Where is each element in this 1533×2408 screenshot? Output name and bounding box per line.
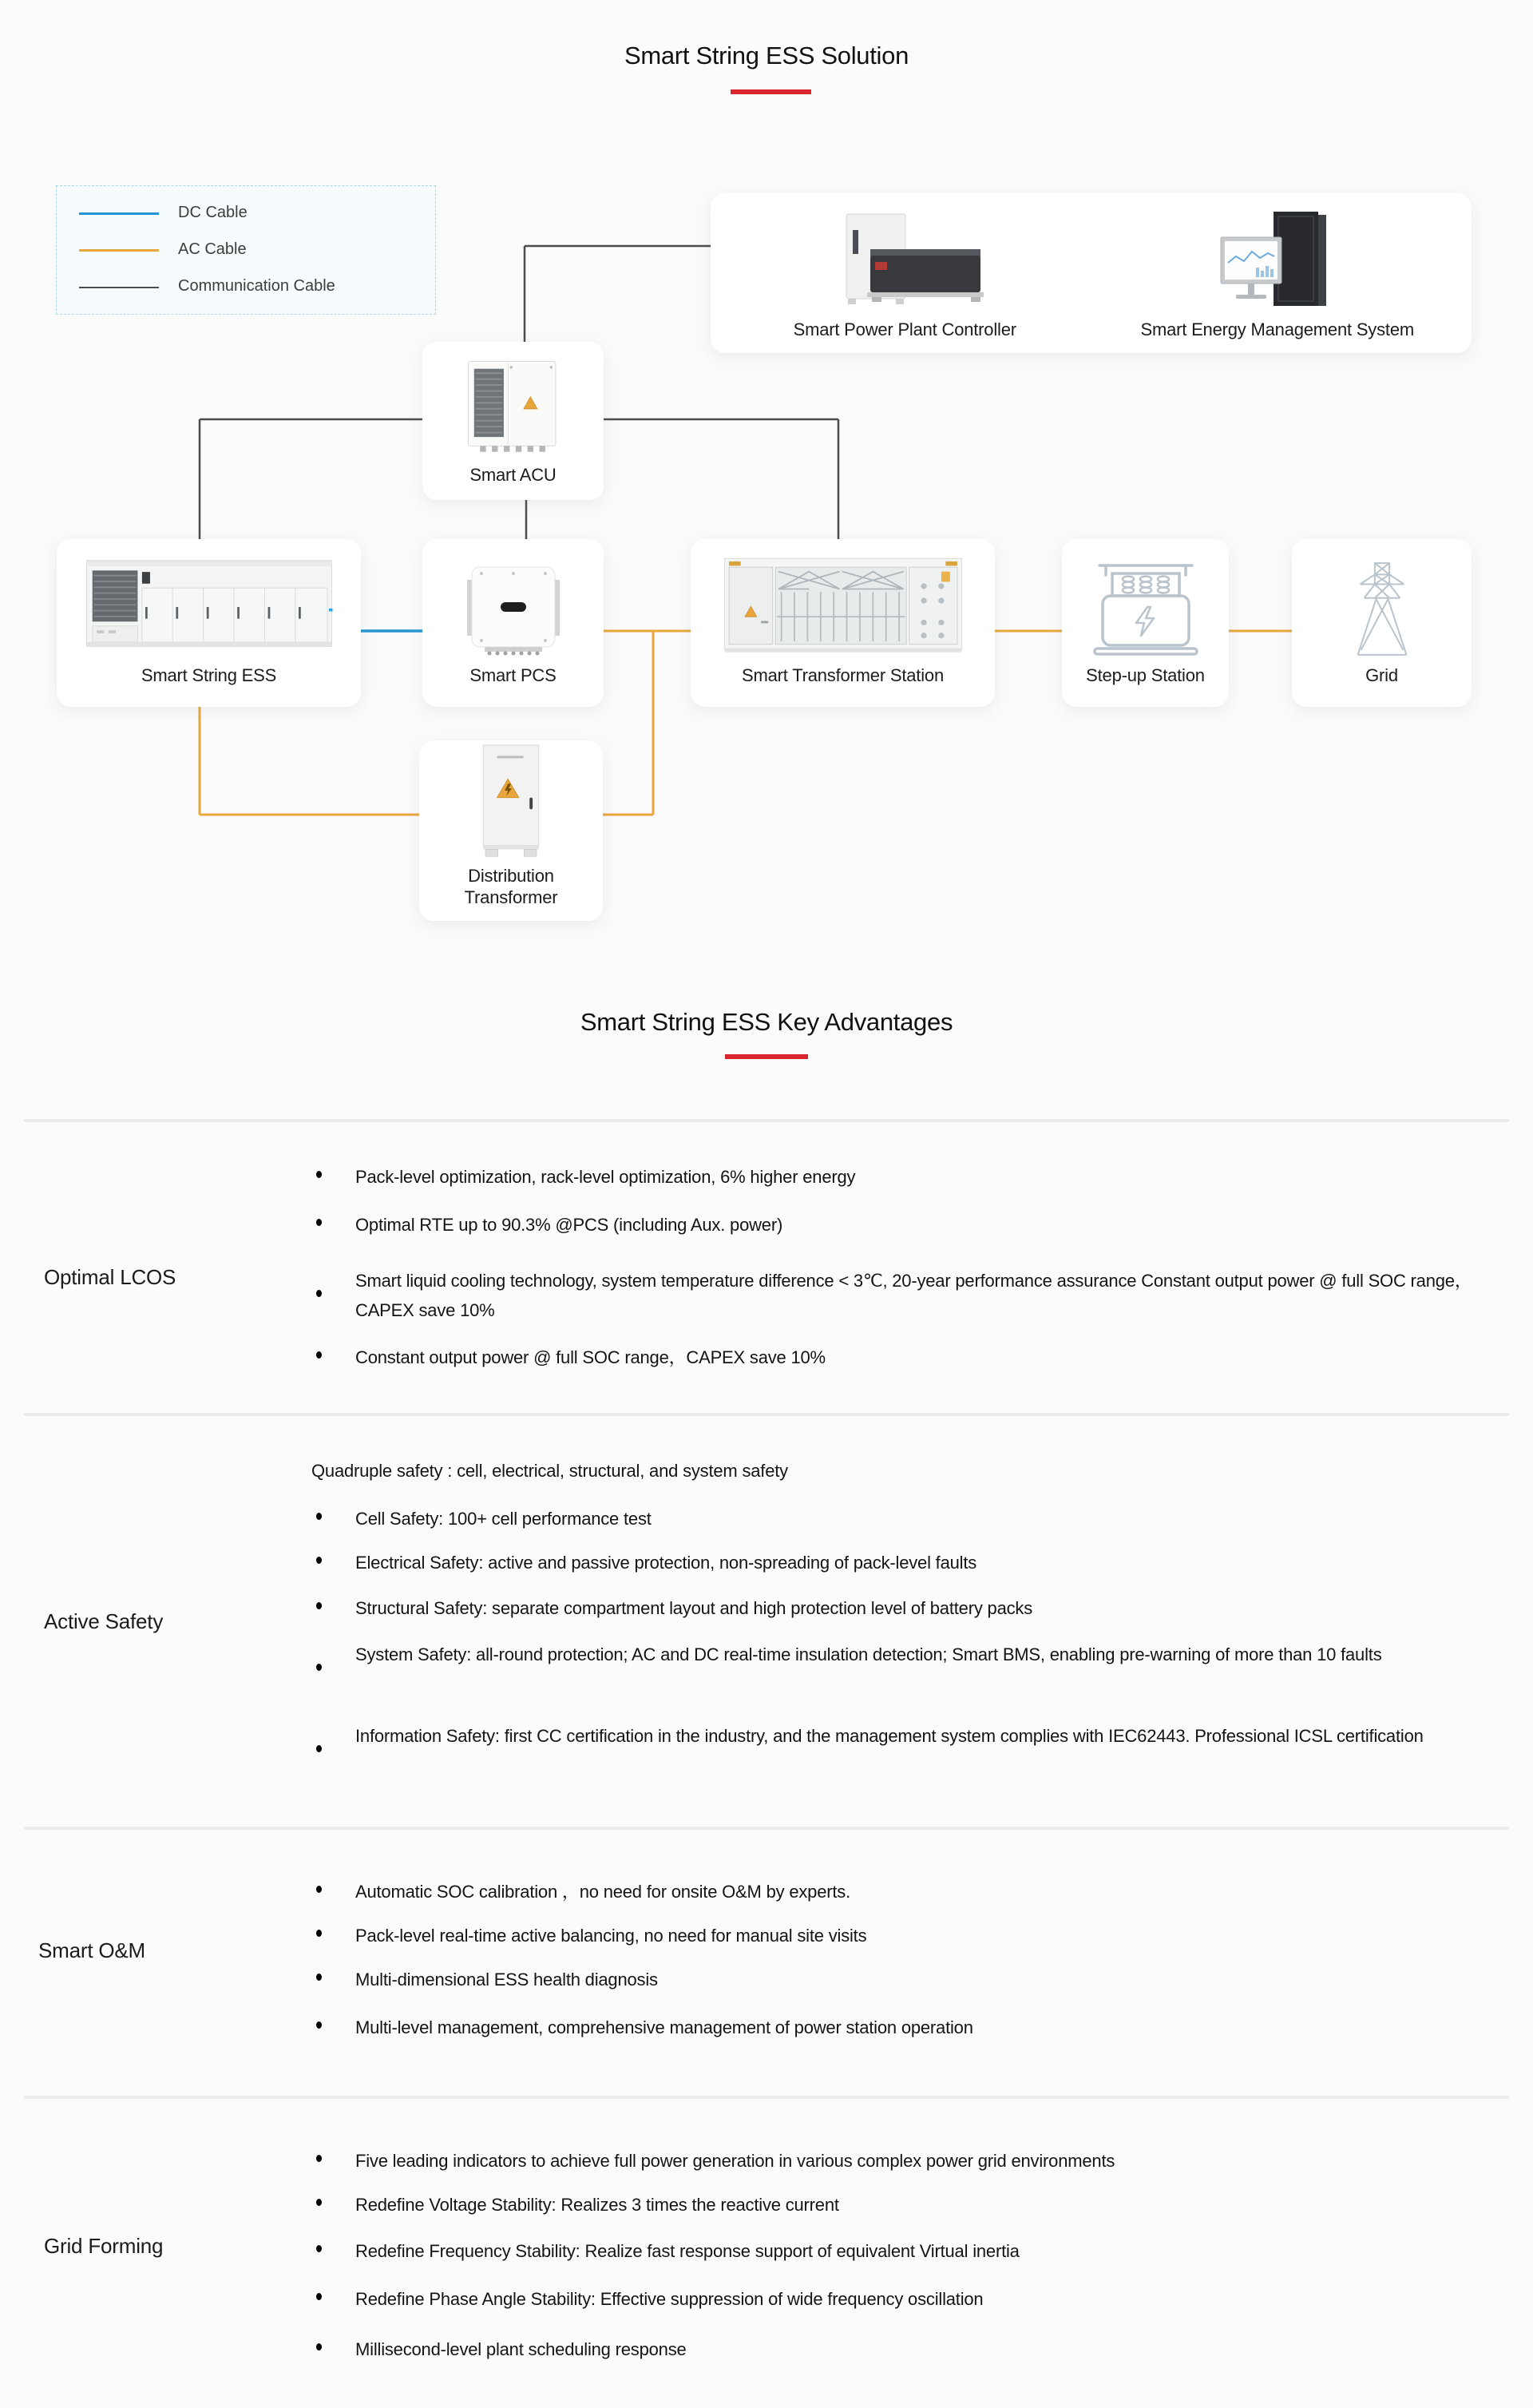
bullet-dot	[316, 2155, 322, 2162]
connection-lines	[0, 0, 1533, 998]
pcs-label: Smart PCS	[469, 665, 557, 685]
step-up-station-icon	[1090, 559, 1202, 660]
bullet-dot	[316, 2021, 322, 2029]
distribution-transformer-card	[419, 740, 603, 921]
section-label-active-safety: Active Safety	[44, 1609, 164, 1633]
bullet-dot	[316, 1557, 322, 1564]
ess-label: Smart String ESS	[141, 665, 277, 685]
bullet-dot	[316, 1513, 322, 1520]
smart-energy-management-system-icon	[1210, 210, 1345, 312]
section-label-optimal-lcos: Optimal LCOS	[44, 1265, 176, 1289]
bullet-dot	[316, 1219, 322, 1226]
grid-card	[1292, 539, 1472, 707]
bullet-dot	[316, 1974, 322, 1981]
smart-power-plant-controller-icon	[821, 212, 988, 312]
section-divider	[24, 1827, 1509, 1830]
bullet-item: Automatic SOC calibration ，no need for onsite O&M by experts.	[315, 1877, 1501, 1906]
smart-transformer-station-icon	[711, 553, 975, 658]
bullet-dot	[316, 1745, 322, 1752]
bullet-dot	[316, 2199, 322, 2206]
advantages-title-underline	[725, 1054, 808, 1059]
legend-label-dc: DC Cable	[178, 204, 248, 221]
bullet-item: Redefine Frequency Stability: Realize fast response support of equivalent Virtual inertia	[315, 2236, 1501, 2266]
bullet-item: Multi-level management, comprehensive management of power station operation	[315, 2013, 1501, 2042]
smart-pcs-device-icon	[465, 564, 561, 658]
advantages-title: Smart String ESS Key Advantages	[580, 1008, 953, 1036]
grid-label: Grid	[1365, 665, 1398, 685]
smart-pcs-card	[422, 539, 604, 707]
section-label-grid-forming: Grid Forming	[44, 2234, 164, 2258]
section-divider	[24, 1413, 1509, 1416]
bullet-item: Electrical Safety: active and passive protection, non-spreading of pack-level faults	[315, 1548, 1501, 1577]
bullet-dot	[316, 1602, 322, 1609]
smart-string-ess-container-icon	[73, 556, 345, 658]
bullet-dot	[316, 2293, 322, 2300]
sems-label: Smart Energy Management System	[1140, 319, 1414, 339]
bullet-item: Optimal RTE up to 90.3% @PCS (including Aux. power)	[315, 1210, 1501, 1240]
stepup-label: Step-up Station	[1086, 665, 1205, 685]
bullet-item: Smart liquid cooling technology, system temperature difference < 3℃, 20-year performance assurance Constant output power @ full SOC range，CAPEX save 10%	[315, 1266, 1501, 1325]
bullet-item: Millisecond-level plant scheduling response	[315, 2335, 1501, 2364]
bullet-item: Multi-dimensional ESS health diagnosis	[315, 1965, 1501, 1994]
grid-tower-icon	[1349, 559, 1415, 660]
bullet-item: Redefine Phase Angle Stability: Effective suppression of wide frequency oscillation	[315, 2284, 1501, 2314]
sppc-figure	[719, 193, 1091, 353]
bullet-dot	[316, 1886, 322, 1893]
section-divider	[24, 2096, 1509, 2099]
step-up-station-card	[1062, 539, 1229, 707]
bullet-dot	[316, 1351, 322, 1359]
bullet-dot	[316, 1171, 322, 1178]
bullet-item: Pack-level optimization, rack-level optimization, 6% higher energy	[315, 1162, 1501, 1192]
bullet-item: Information Safety: first CC certification in the industry, and the management system complies with IEC62443. Professional ICSL certification	[315, 1721, 1501, 1751]
page-title: Smart String ESS Solution	[624, 42, 909, 69]
controller-ems-card	[711, 193, 1472, 353]
section-intro: Quadruple safety : cell, electrical, structural, and system safety	[311, 1461, 788, 1481]
legend-label-ac: AC Cable	[178, 240, 247, 258]
bullet-item: System Safety: all-round protection; AC and DC real-time insulation detection; Smart BMS, enabling pre-warning of more than 10 faults	[315, 1640, 1501, 1669]
sppc-label: Smart Power Plant Controller	[793, 319, 1016, 339]
acu-label: Smart ACU	[469, 465, 557, 485]
smart-acu-device-icon	[461, 355, 565, 459]
bullet-item: Constant output power @ full SOC range，CAPEX save 10%	[315, 1343, 1501, 1372]
smart-string-ess-card	[57, 539, 361, 707]
smart-acu-card	[422, 342, 604, 500]
distribution-transformer-icon	[471, 742, 551, 862]
bullet-dot	[316, 2245, 322, 2252]
bullet-item: Redefine Voltage Stability: Realizes 3 times the reactive current	[315, 2190, 1501, 2220]
section-divider	[24, 1119, 1509, 1122]
bullet-dot	[316, 1290, 322, 1297]
bullet-item: Pack-level real-time active balancing, no need for manual site visits	[315, 1921, 1501, 1950]
legend-label-comm: Communication Cable	[178, 277, 335, 295]
dist-label-line1: Distribution	[468, 866, 554, 886]
bullet-dot	[316, 1930, 322, 1937]
bullet-item: Structural Safety: separate compartment layout and high protection level of battery packs	[315, 1593, 1501, 1623]
bullet-item: Five leading indicators to achieve full power generation in various complex power grid environments	[315, 2146, 1501, 2176]
smart-transformer-station-card	[691, 539, 995, 707]
section-label-smart-om: Smart O&M	[38, 1938, 145, 1962]
bullet-item: Cell Safety: 100+ cell performance test	[315, 1504, 1501, 1533]
dist-label-line2: Transformer	[464, 887, 558, 907]
bullet-dot	[316, 2343, 322, 2350]
sts-label: Smart Transformer Station	[742, 665, 944, 685]
bullet-dot	[316, 1664, 322, 1671]
sems-figure	[1091, 193, 1464, 353]
